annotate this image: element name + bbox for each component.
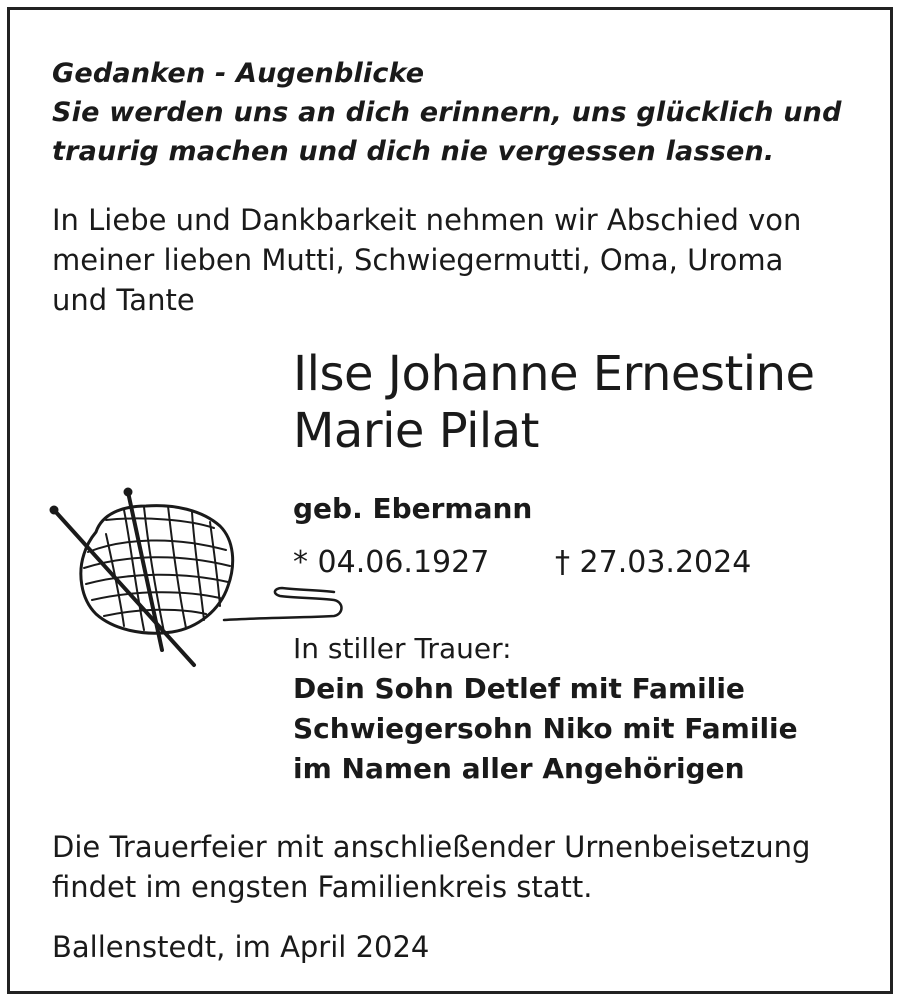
intro-line-3: und Tante — [52, 283, 195, 317]
poem-line-1: Gedanken - Augenblicke — [52, 58, 425, 89]
name-line-1: Ilse Johanne Ernestine — [293, 346, 815, 402]
death-date: † 27.03.2024 — [555, 545, 752, 580]
place-and-date: Ballenstedt, im April 2024 — [52, 930, 430, 964]
poem-line-3: traurig machen und dich nie vergessen lassen. — [52, 136, 775, 167]
mourners-block — [293, 629, 883, 789]
mourner-line-3: im Namen aller Angehörigen — [293, 752, 745, 785]
name-line-2: Marie Pilat — [293, 403, 539, 459]
life-dates — [293, 543, 853, 583]
poem — [52, 54, 852, 171]
obituary-frame — [7, 7, 893, 994]
mourner-line-1: Dein Sohn Detlef mit Familie — [293, 672, 745, 705]
mourners-label: In stiller Trauer: — [293, 632, 512, 665]
birth-name: geb. Ebermann — [293, 492, 533, 525]
birth-date: * 04.06.1927 — [293, 545, 490, 580]
deceased-name — [293, 346, 883, 460]
intro-line-1: In Liebe und Dankbarkeit nehmen wir Abschied von — [52, 203, 802, 237]
mourner-line-2: Schwiegersohn Niko mit Familie — [293, 712, 798, 745]
funeral-line-2: findet im engsten Familienkreis statt. — [52, 870, 593, 904]
funeral-line-1: Die Trauerfeier mit anschließender Urnenbeisetzung — [52, 830, 811, 864]
funeral-notice — [52, 827, 882, 907]
intro-text — [52, 200, 872, 320]
intro-line-2: meiner lieben Mutti, Schwiegermutti, Oma, Uroma — [52, 243, 784, 277]
poem-line-2: Sie werden uns an dich erinnern, uns glücklich und — [52, 97, 842, 128]
